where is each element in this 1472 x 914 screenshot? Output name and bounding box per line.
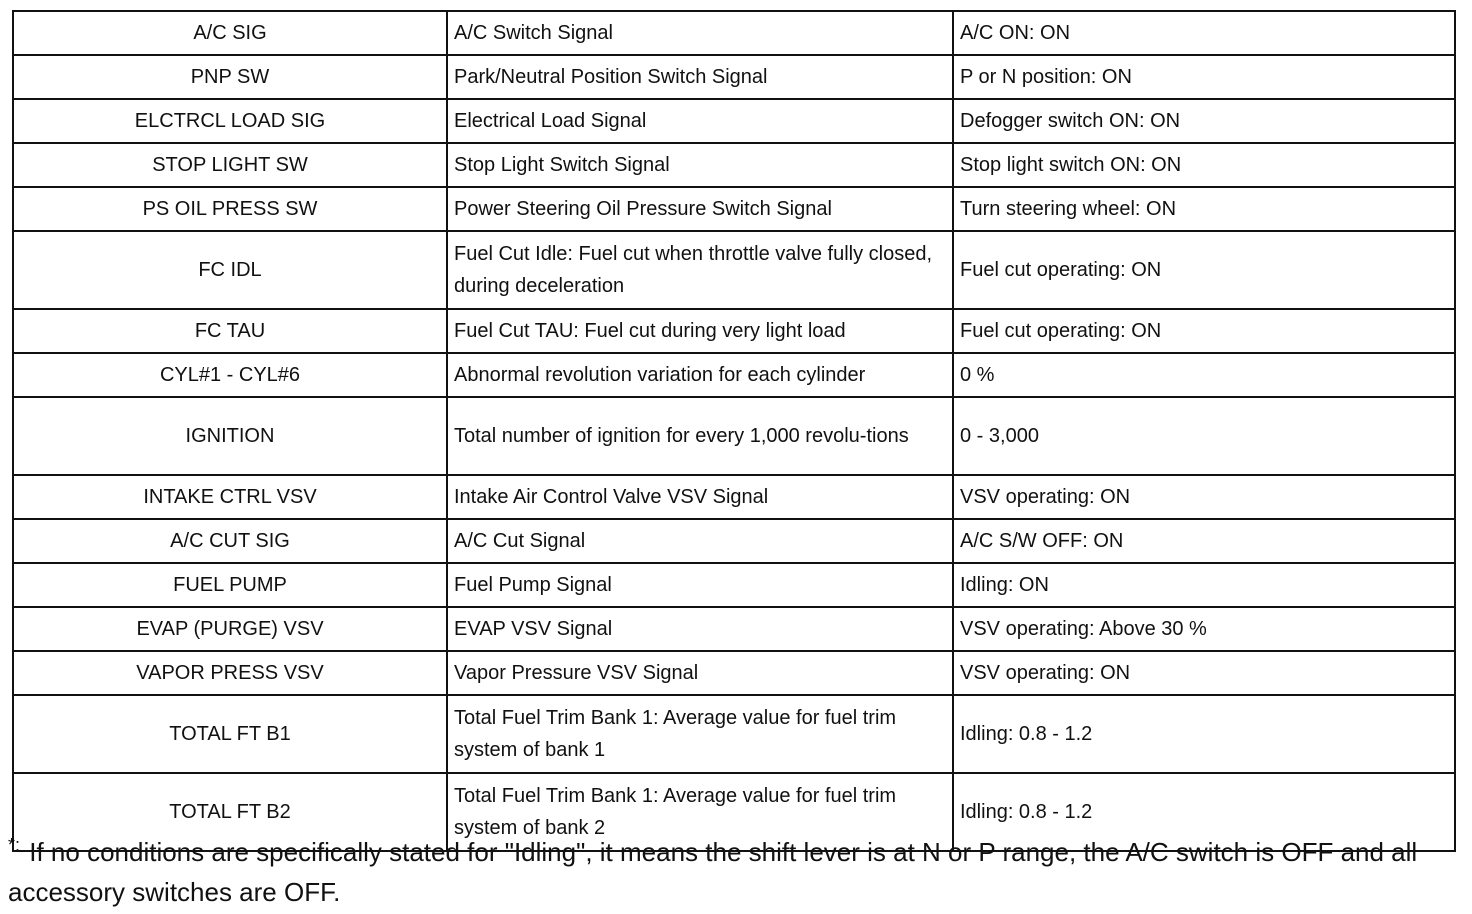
table-row (13, 651, 1455, 695)
table-row (13, 519, 1455, 563)
item-cell: TOTAL FT B2 (13, 773, 447, 851)
description-cell: Electrical Load Signal (447, 99, 953, 143)
item-cell: VAPOR PRESS VSV (13, 651, 447, 695)
item-cell: FC TAU (13, 309, 447, 353)
item-cell: FUEL PUMP (13, 563, 447, 607)
table-row (13, 309, 1455, 353)
condition-cell: Idling: 0.8 - 1.2 (953, 773, 1455, 851)
table-row (13, 475, 1455, 519)
item-cell: IGNITION (13, 397, 447, 475)
condition-cell: Idling: 0.8 - 1.2 (953, 695, 1455, 773)
item-cell: STOP LIGHT SW (13, 143, 447, 187)
description-cell: EVAP VSV Signal (447, 607, 953, 651)
condition-cell: 0 - 3,000 (953, 397, 1455, 475)
condition-cell: VSV operating: Above 30 % (953, 607, 1455, 651)
footnote-text: If no conditions are specifically stated for "Idling", it means the shift lever is at N or P range, the A/C switch is OFF and all accessory switches are OFF. (8, 837, 1418, 907)
table-row (13, 55, 1455, 99)
description-cell: Intake Air Control Valve VSV Signal (447, 475, 953, 519)
condition-cell: Stop light switch ON: ON (953, 143, 1455, 187)
data-list-table-wrapper (12, 10, 1454, 852)
condition-cell: P or N position: ON (953, 55, 1455, 99)
footnote (8, 832, 1464, 912)
condition-cell: Fuel cut operating: ON (953, 231, 1455, 309)
condition-cell: A/C ON: ON (953, 11, 1455, 55)
table-row (13, 563, 1455, 607)
table-row (13, 353, 1455, 397)
table-row (13, 99, 1455, 143)
description-cell: Abnormal revolution variation for each cylinder (447, 353, 953, 397)
item-cell: CYL#1 - CYL#6 (13, 353, 447, 397)
table-row (13, 607, 1455, 651)
condition-cell: Turn steering wheel: ON (953, 187, 1455, 231)
item-cell: A/C SIG (13, 11, 447, 55)
item-cell: EVAP (PURGE) VSV (13, 607, 447, 651)
item-cell: INTAKE CTRL VSV (13, 475, 447, 519)
condition-cell: Defogger switch ON: ON (953, 99, 1455, 143)
description-cell: Total Fuel Trim Bank 1: Average value for fuel trim system of bank 1 (447, 695, 953, 773)
description-cell: Stop Light Switch Signal (447, 143, 953, 187)
item-cell: PS OIL PRESS SW (13, 187, 447, 231)
item-cell: TOTAL FT B1 (13, 695, 447, 773)
description-cell: Fuel Cut TAU: Fuel cut during very light load (447, 309, 953, 353)
item-cell: A/C CUT SIG (13, 519, 447, 563)
description-cell: Park/Neutral Position Switch Signal (447, 55, 953, 99)
table-row (13, 695, 1455, 773)
condition-cell: VSV operating: ON (953, 475, 1455, 519)
item-cell: FC IDL (13, 231, 447, 309)
description-cell: A/C Switch Signal (447, 11, 953, 55)
table-row (13, 11, 1455, 55)
description-cell: Fuel Pump Signal (447, 563, 953, 607)
footnote-marker: *: (8, 835, 21, 856)
item-cell: PNP SW (13, 55, 447, 99)
condition-cell: 0 % (953, 353, 1455, 397)
table-row (13, 231, 1455, 309)
condition-cell: Fuel cut operating: ON (953, 309, 1455, 353)
table-row (13, 143, 1455, 187)
description-cell: Fuel Cut Idle: Fuel cut when throttle valve fully closed, during deceleration (447, 231, 953, 309)
condition-cell: A/C S/W OFF: ON (953, 519, 1455, 563)
description-cell: Total number of ignition for every 1,000 revolu-tions (447, 397, 953, 475)
table-row (13, 187, 1455, 231)
description-cell: A/C Cut Signal (447, 519, 953, 563)
item-cell: ELCTRCL LOAD SIG (13, 99, 447, 143)
data-list-table (12, 10, 1456, 852)
description-cell: Vapor Pressure VSV Signal (447, 651, 953, 695)
description-cell: Power Steering Oil Pressure Switch Signal (447, 187, 953, 231)
table-row (13, 397, 1455, 475)
condition-cell: Idling: ON (953, 563, 1455, 607)
description-cell: Total Fuel Trim Bank 1: Average value for fuel trim system of bank 2 (447, 773, 953, 851)
condition-cell: VSV operating: ON (953, 651, 1455, 695)
